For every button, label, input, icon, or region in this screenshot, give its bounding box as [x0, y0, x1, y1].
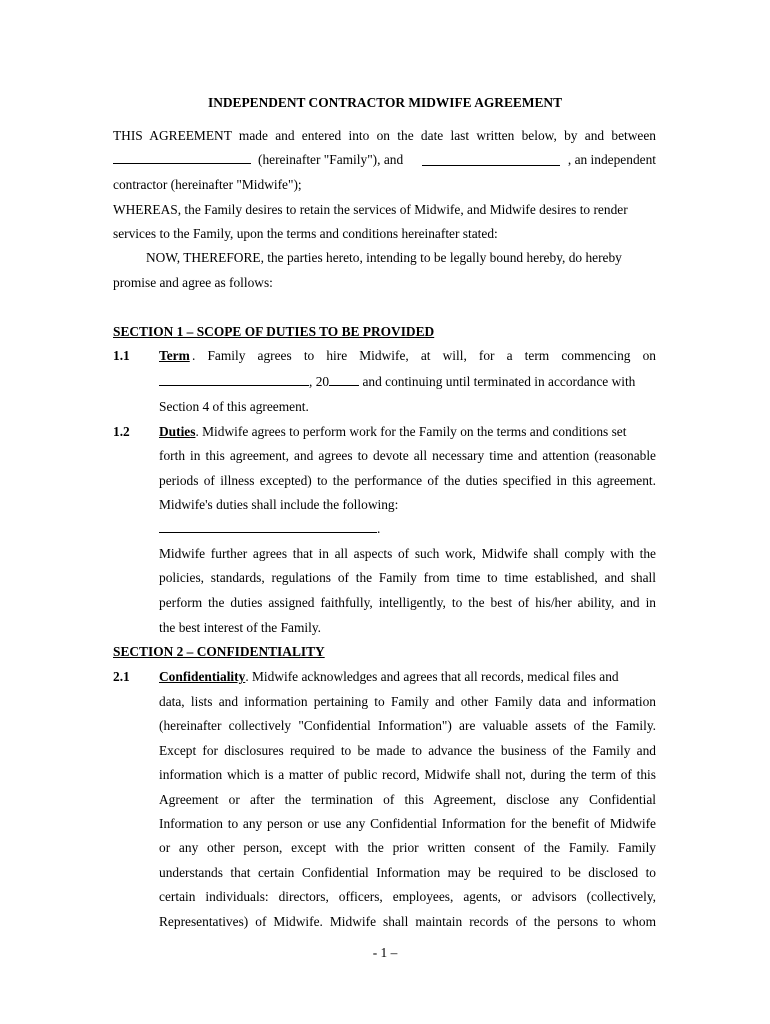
independent-label: , an independent [567, 152, 656, 167]
section-1-2-line-5 [159, 521, 380, 537]
confidentiality-line: or any other person, except with the prior written consent of the Family. Family [159, 840, 656, 855]
section-2-1-line-1 [159, 669, 656, 685]
section-1-2-line-8: perform the duties assigned faithfully, intelligently, to the best of his/her ability, and in [159, 595, 656, 610]
section-1-2-line-2: forth in this agreement, and agrees to devote all necessary time and attention (reasonable [159, 448, 656, 463]
now-line-1: NOW, THEREFORE, the parties hereto, intending to be legally bound hereby, do hereby [146, 250, 622, 265]
confidentiality-line: Representatives) of Midwife. Midwife shall maintain records of the persons to whom [159, 914, 656, 929]
section-1-2-line-6: Midwife further agrees that in all aspects of such work, Midwife shall comply with the [159, 546, 656, 561]
duties-blank[interactable] [159, 521, 377, 533]
section-1-heading: SECTION 1 – SCOPE OF DUTIES TO BE PROVIDED [113, 324, 435, 339]
year-blank[interactable] [329, 374, 359, 386]
section-1-2-line-9: the best interest of the Family. [159, 620, 322, 635]
confidentiality-heading: Confidentiality [159, 669, 246, 684]
now-line-2: promise and agree as follows: [113, 275, 273, 290]
confidentiality-line: Agreement or after the termination of this Agreement, disclose any Confidential [159, 792, 656, 807]
duties-period: . [377, 521, 381, 536]
term-continuation: and continuing until terminated in accordance with [359, 374, 636, 389]
intro-line-3: contractor (hereinafter "Midwife"); [113, 177, 302, 192]
intro-line-1: THIS AGREEMENT made and entered into on the date last written below, by and between [113, 128, 656, 143]
section-2-1-number: 2.1 [113, 669, 130, 684]
section-1-1-line-3: Section 4 of this agreement. [159, 399, 309, 414]
term-text: . Family agrees to hire Midwife, at will, for a term commencing on [192, 348, 656, 363]
confidentiality-line: Except for disclosures required to be made to advance the business of the Family and [159, 743, 656, 758]
section-1-2-number: 1.2 [113, 424, 130, 439]
confidentiality-line: (hereinafter collectively "Confidential Information") are valuable assets of the Family. [159, 718, 656, 733]
section-1-1-line-2 [159, 374, 656, 390]
section-2-heading: SECTION 2 – CONFIDENTIALITY [113, 644, 325, 659]
term-heading: Term [159, 348, 190, 363]
whereas-line-2: services to the Family, upon the terms and conditions hereinafter stated: [113, 226, 498, 241]
section-1-1-line-1 [159, 348, 656, 364]
page-number: - 1 – [372, 945, 398, 960]
family-name-blank[interactable] [113, 152, 251, 164]
confidentiality-text: . Midwife acknowledges and agrees that all records, medical files and [245, 669, 619, 684]
confidentiality-line: certain individuals: directors, officers, employees, agents, or advisors (collectively, [159, 889, 656, 904]
section-1-2-line-4: Midwife's duties shall include the following: [159, 497, 399, 512]
confidentiality-line: understands that certain Confidential Information may be required to be disclosed to [159, 865, 656, 880]
family-label: (hereinafter "Family"), and [258, 152, 404, 167]
confidentiality-line: data, lists and information pertaining to Family and other Family data and information [159, 694, 656, 709]
year-prefix: , 20 [309, 374, 330, 389]
confidentiality-line: Information to any person or use any Confidential Information for the benefit of Midwife [159, 816, 656, 831]
duties-heading: Duties [159, 424, 196, 439]
whereas-line-1: WHEREAS, the Family desires to retain the services of Midwife, and Midwife desires to render [113, 202, 628, 217]
intro-line-2 [113, 152, 656, 168]
section-1-1-number: 1.1 [113, 348, 130, 363]
document-title: INDEPENDENT CONTRACTOR MIDWIFE AGREEMENT [207, 95, 563, 110]
midwife-name-blank[interactable] [422, 154, 560, 166]
section-1-2-line-3: periods of illness excepted) to the performance of the duties specified in this agreement. [159, 473, 656, 488]
duties-text: . Midwife agrees to perform work for the Family on the terms and conditions set [195, 424, 627, 439]
section-1-2-line-7: policies, standards, regulations of the Family from time to time established, and shall [159, 570, 656, 585]
confidentiality-line: information which is a matter of public record, Midwife shall not, during the term of this [159, 767, 656, 782]
section-1-2-line-1 [159, 424, 656, 440]
start-date-blank[interactable] [159, 374, 309, 386]
